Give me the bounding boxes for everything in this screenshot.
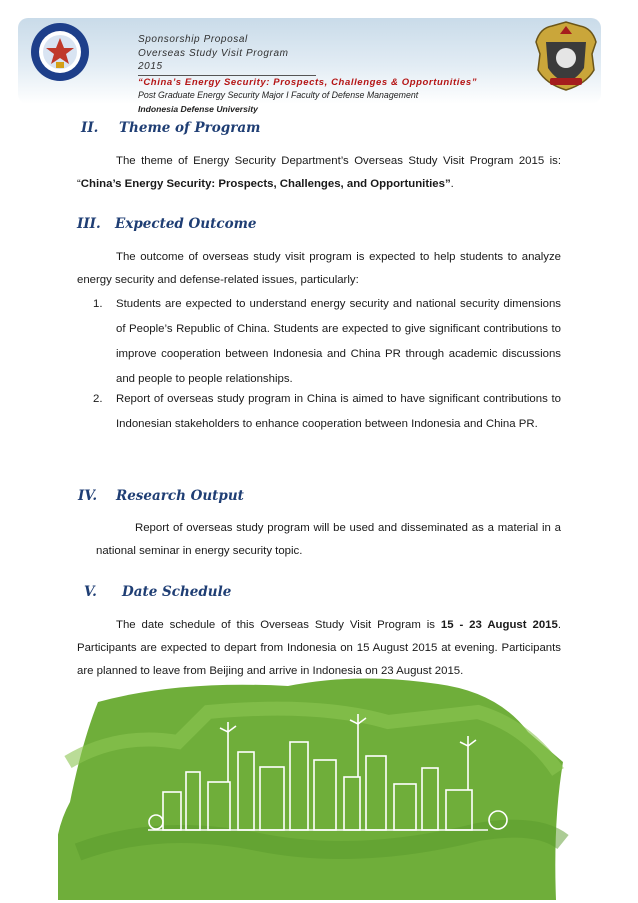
- section-number: IV.: [78, 488, 98, 504]
- faculty-crest-right: [530, 20, 602, 92]
- list-number: 1.: [93, 298, 103, 310]
- header-program-theme: “China’s Energy Security: Prospects, Challenges & Opportunities”: [138, 76, 478, 88]
- section-title: Theme of Program: [119, 120, 261, 136]
- theme-paragraph: The theme of Energy Security Department’s Overseas Study Visit Program 2015 is: “China’s Energy Security: Prospects, Challenges, and Opportunities”.: [77, 155, 561, 190]
- list-item: [93, 292, 561, 392]
- header-proposal-title: Sponsorship Proposal: [138, 34, 248, 45]
- section-title: Expected Outcome: [115, 216, 257, 232]
- section-title: Date Schedule: [122, 584, 232, 600]
- section-number: V.: [84, 584, 97, 600]
- outcome-intro: The outcome of overseas study visit program is expected to help students to analyze energy security and defense-related issues, particularly:: [77, 251, 561, 286]
- header-text-block: [138, 33, 477, 116]
- header-university: Indonesia Defense University: [138, 103, 258, 114]
- research-paragraph: Report of overseas study program will be used and disseminated as a material in a national seminar in energy security topic.: [96, 522, 561, 557]
- schedule-dates: 15 - 23 August 2015: [440, 619, 558, 631]
- section-number: II.: [81, 120, 99, 136]
- list-item: [93, 387, 561, 437]
- header-program-name: Overseas Study Visit Program 2015: [138, 47, 316, 76]
- section-title: Research Output: [116, 488, 244, 504]
- list-text: Students are expected to understand energy security and national security dimensions of People’s Republic of China. Students are expected to give significant contributions to improve cooperation between Indonesia and China PR through academic discussions and people to people relationships.: [116, 298, 561, 385]
- section-number: III.: [77, 216, 101, 232]
- schedule-paragraph: The date schedule of this Overseas Study Visit Program is 15 - 23 August 2015. Participants are expected to depart from Indonesia on 15 August 2015 at evening. Participants are planned to leave from Beijing and arrive in Indonesia on 23 August 2015.: [77, 619, 561, 677]
- theme-bold: China’s Energy Security: Prospects, Challenges, and Opportunities”: [80, 178, 451, 190]
- list-number: 2.: [93, 393, 103, 405]
- university-emblem-left: [30, 22, 90, 82]
- list-text: Report of overseas study program in China is aimed to have significant contributions to Indonesian stakeholders to enhance cooperation between Indonesia and China PR.: [116, 393, 561, 430]
- header-faculty: Post Graduate Energy Security Major I Faculty of Defense Management: [138, 90, 419, 100]
- green-city-illustration: [58, 672, 578, 902]
